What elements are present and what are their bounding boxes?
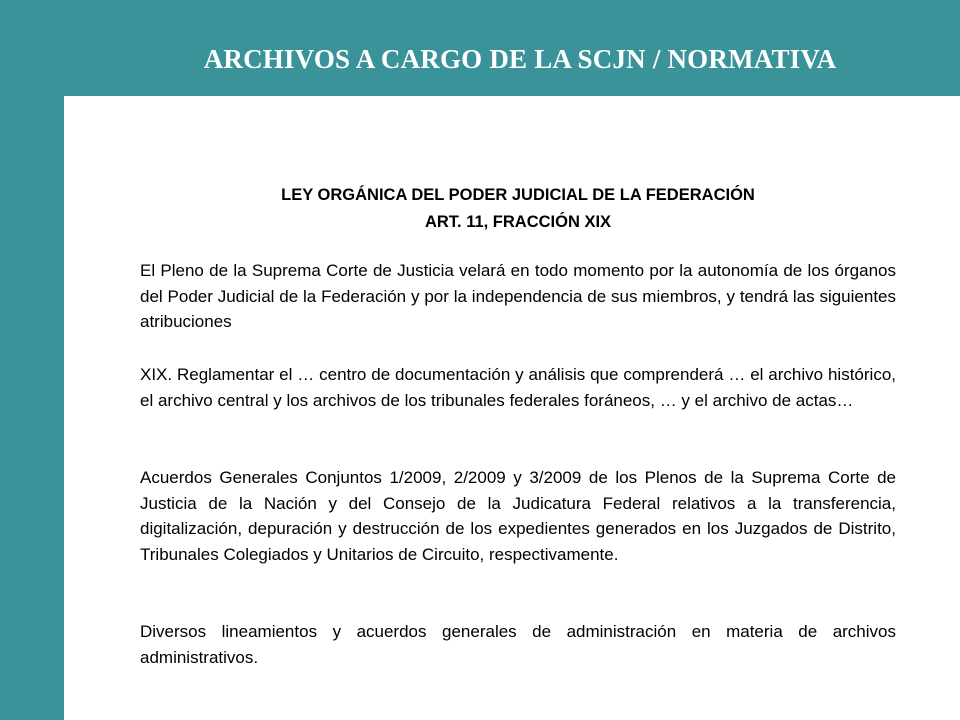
paragraph-pleno-attributions: El Pleno de la Suprema Corte de Justicia velará en todo momento por la autonomía de los órganos del Poder Judicial de la Federación y por la independencia de sus miembros, y tendrá las siguientes atribuciones [140, 261, 896, 331]
paragraph-fraction-xix: XIX. Reglamentar el … centro de documentación y análisis que comprenderá … el archivo histórico, el archivo central y los archivos de los tribunales federales foráneos, … y el archivo de actas… [140, 365, 896, 410]
paragraph-general-agreements: Acuerdos Generales Conjuntos 1/2009, 2/2009 y 3/2009 de los Plenos de la Suprema Corte de Justicia de la Nación y del Consejo de la Judicatura Federal relativos a la transferencia, digitalización, depuración y destrucción de los expedientes generados en los Juzgados de Distrito, Tribunales Colegiados y Unitarios de Circuito, respectivamente. [140, 468, 896, 564]
paragraph-guidelines: Diversos lineamientos y acuerdos generales de administración en materia de archivos administrativos. [140, 622, 896, 667]
article-reference: ART. 11, FRACCIÓN XIX [424, 213, 612, 231]
slide-title: ARCHIVOS A CARGO DE LA SCJN / NORMATIVA [203, 44, 837, 74]
law-title: LEY ORGÁNICA DEL PODER JUDICIAL DE LA FEDERACIÓN [281, 186, 755, 204]
